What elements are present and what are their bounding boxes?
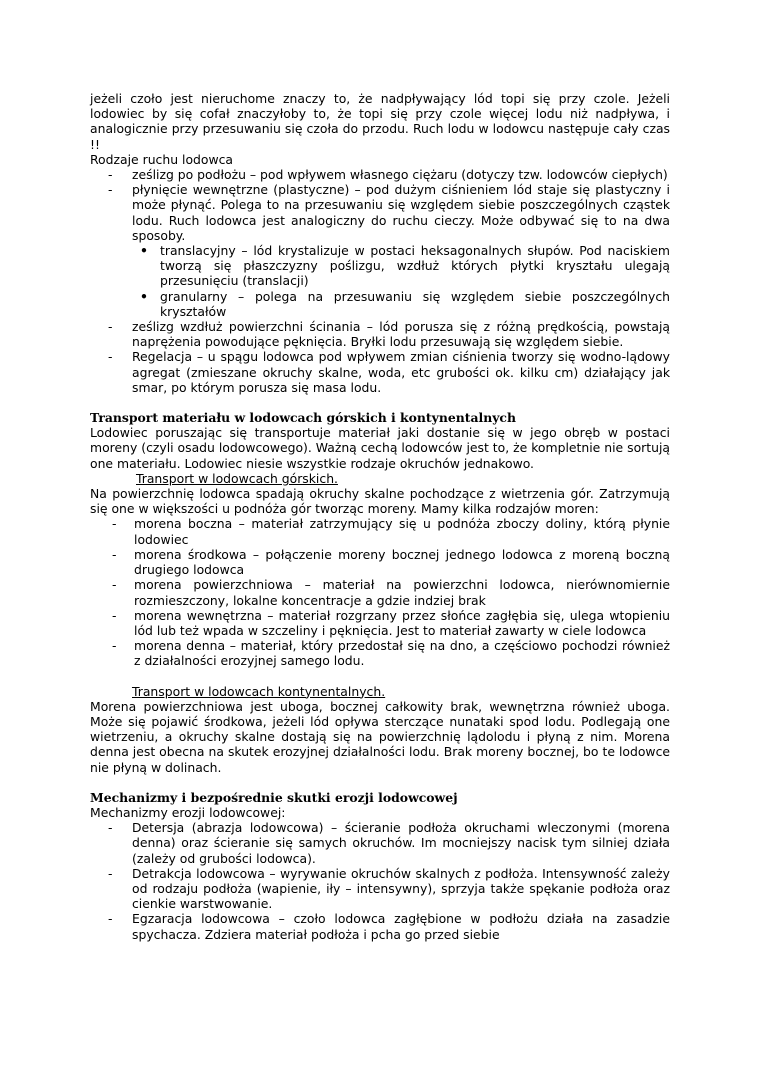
list-item: - morena boczna – materiał zatrzymujący się u podnóża zboczy doliny, którą płynie lodowiec: [90, 516, 670, 546]
erosion-section-title: Mechanizmy i bezpośrednie skutki erozji lodowcowej: [90, 789, 458, 805]
intro-paragraph: jeżeli czoło jest nieruchome znaczy to, że nadpływający lód topi się przy czole. Jeżeli lodowiec by się cofał znaczyłoby to, że topi się przy czole więcej lodu niż nadpływa, i analogicznie przy przesuwaniu się czoła do przodu. Ruch lodu w lodowcu następuje cały czas !!: [90, 91, 670, 152]
list-item: - morena środkowa – połączenie moreny bocznej jednego lodowca z moreną boczną drugiego lodowca: [90, 547, 670, 577]
moraine-types-list: [90, 516, 670, 668]
movement-types-list: [90, 167, 670, 395]
document-page: [90, 91, 670, 942]
transport-intro: Lodowiec poruszając się transportuje materiał jaki dostanie się w jego obręb w postaci moreny (czyli osadu lodowcowego). Ważną cechą lodowców jest to, że kompletnie nie sortują one materiału. Lodowiec niesie wszystkie rodzaje okruchów jednakowo.: [90, 425, 670, 471]
sublist-item: • granularny – polega na przesuwaniu się względem siebie poszczególnych kryształów: [132, 289, 670, 319]
list-item: - Detrakcja lodowcowa – wyrywanie okruchów skalnych z podłoża. Intensywność zależy od rodzaju podłoża (wapienie, iły – intensywny), sprzyja także spękanie podłoża oraz cienkie warstwowanie.: [90, 866, 670, 912]
sublist-item: • translacyjny – lód krystalizuje w postaci heksagonalnych słupów. Pod naciskiem tworzą się płaszczyzny poślizgu, wzdłuż których płytki kryształu ulegają przesunięciu (translacji): [132, 243, 670, 289]
list-item: - ześlizg wzdłuż powierzchni ścinania – lód porusza się z różną prędkością, powstają naprężenia powodujące pęknięcia. Bryłki lodu przesuwają się względem siebie.: [90, 319, 670, 349]
list-item: [90, 182, 670, 319]
plastic-flow-sublist: [132, 243, 670, 319]
list-item: - morena denna – materiał, który przedostał się na dno, a częściowo pochodzi również z działalności erozyjnej samego lodu.: [90, 638, 670, 668]
list-item: - morena wewnętrzna – materiał rozgrzany przez słońce zagłębia się, ulega wtopieniu lód lub też wpada w szczeliny i pęknięcia. Jest to materiał zawarty w ciele lodowca: [90, 608, 670, 638]
list-item: - Egzaracja lodowcowa – czoło lodowca zagłębione w podłożu działa na zasadzie spychacza. Zdziera materiał podłoża i pcha go przed siebie: [90, 911, 670, 941]
erosion-mechanisms-list: [90, 820, 670, 942]
list-item: - ześlizg po podłożu – pod wpływem własnego ciężaru (dotyczy tzw. lodowców ciepłych): [90, 167, 670, 182]
continental-glaciers-heading: Transport w lodowcach kontynentalnych.: [132, 683, 386, 699]
list-item: - morena powierzchniowa – materiał na powierzchni lodowca, nierównomiernie rozmieszczony, lokalne koncentracje a gdzie indziej brak: [90, 577, 670, 607]
mountain-glaciers-text: Na powierzchnię lodowca spadają okruchy skalne pochodzące z wietrzenia gór. Zatrzymują się one w większości u podnóża gór tworząc moreny. Mamy kilka rodzajów moren:: [90, 486, 670, 517]
list-item: - Regelacja – u spągu lodowca pod wpływem zmian ciśnienia tworzy się wodno-lądowy agregat (zmieszane okruchy skalne, woda, etc grubości ok. kilku cm) działający jak smar, po którym porusza się masa lodu.: [90, 349, 670, 395]
mountain-glaciers-heading: Transport w lodowcach górskich.: [136, 470, 338, 486]
continental-glaciers-text: Morena powierzchniowa jest uboga, bocznej całkowity brak, wewnętrzna również uboga. Może się pojawić środkowa, jeżeli lód opływa sterczące nunataki spod lodu. Podlegają one wietrzeniu, a okruchy skalne dostają się na powierzchnię lądolodu i płyną z nim. Morena denna jest obecna na skutek erozyjnej działalności lodu. Brak moreny bocznej, bo te lodowce nie płyną w dolinach.: [90, 698, 670, 775]
transport-section-title: Transport materiału w lodowcach górskich i kontynentalnych: [90, 410, 516, 426]
movement-types-heading: Rodzaje ruchu lodowca: [90, 151, 234, 167]
erosion-intro: Mechanizmy erozji lodowcowej:: [90, 804, 286, 820]
list-item-text: płynięcie wewnętrzne (plastyczne) – pod dużym ciśnieniem lód staje się plastyczny i może płynąć. Polega to na przesuwaniu się względem siebie poszczególnych cząstek lodu. Ruch lodowca jest analogiczny do ruchu cieczy. Może odbywać się to na dwa sposoby.: [132, 182, 670, 243]
list-item: - Detersja (abrazja lodowcowa) – ścieranie podłoża okruchami wleczonymi (morena denna) oraz ścieranie się samych okruchów. Im mocniejszy nacisk tym silniej działa (zależy od grubości lodowca).: [90, 820, 670, 866]
